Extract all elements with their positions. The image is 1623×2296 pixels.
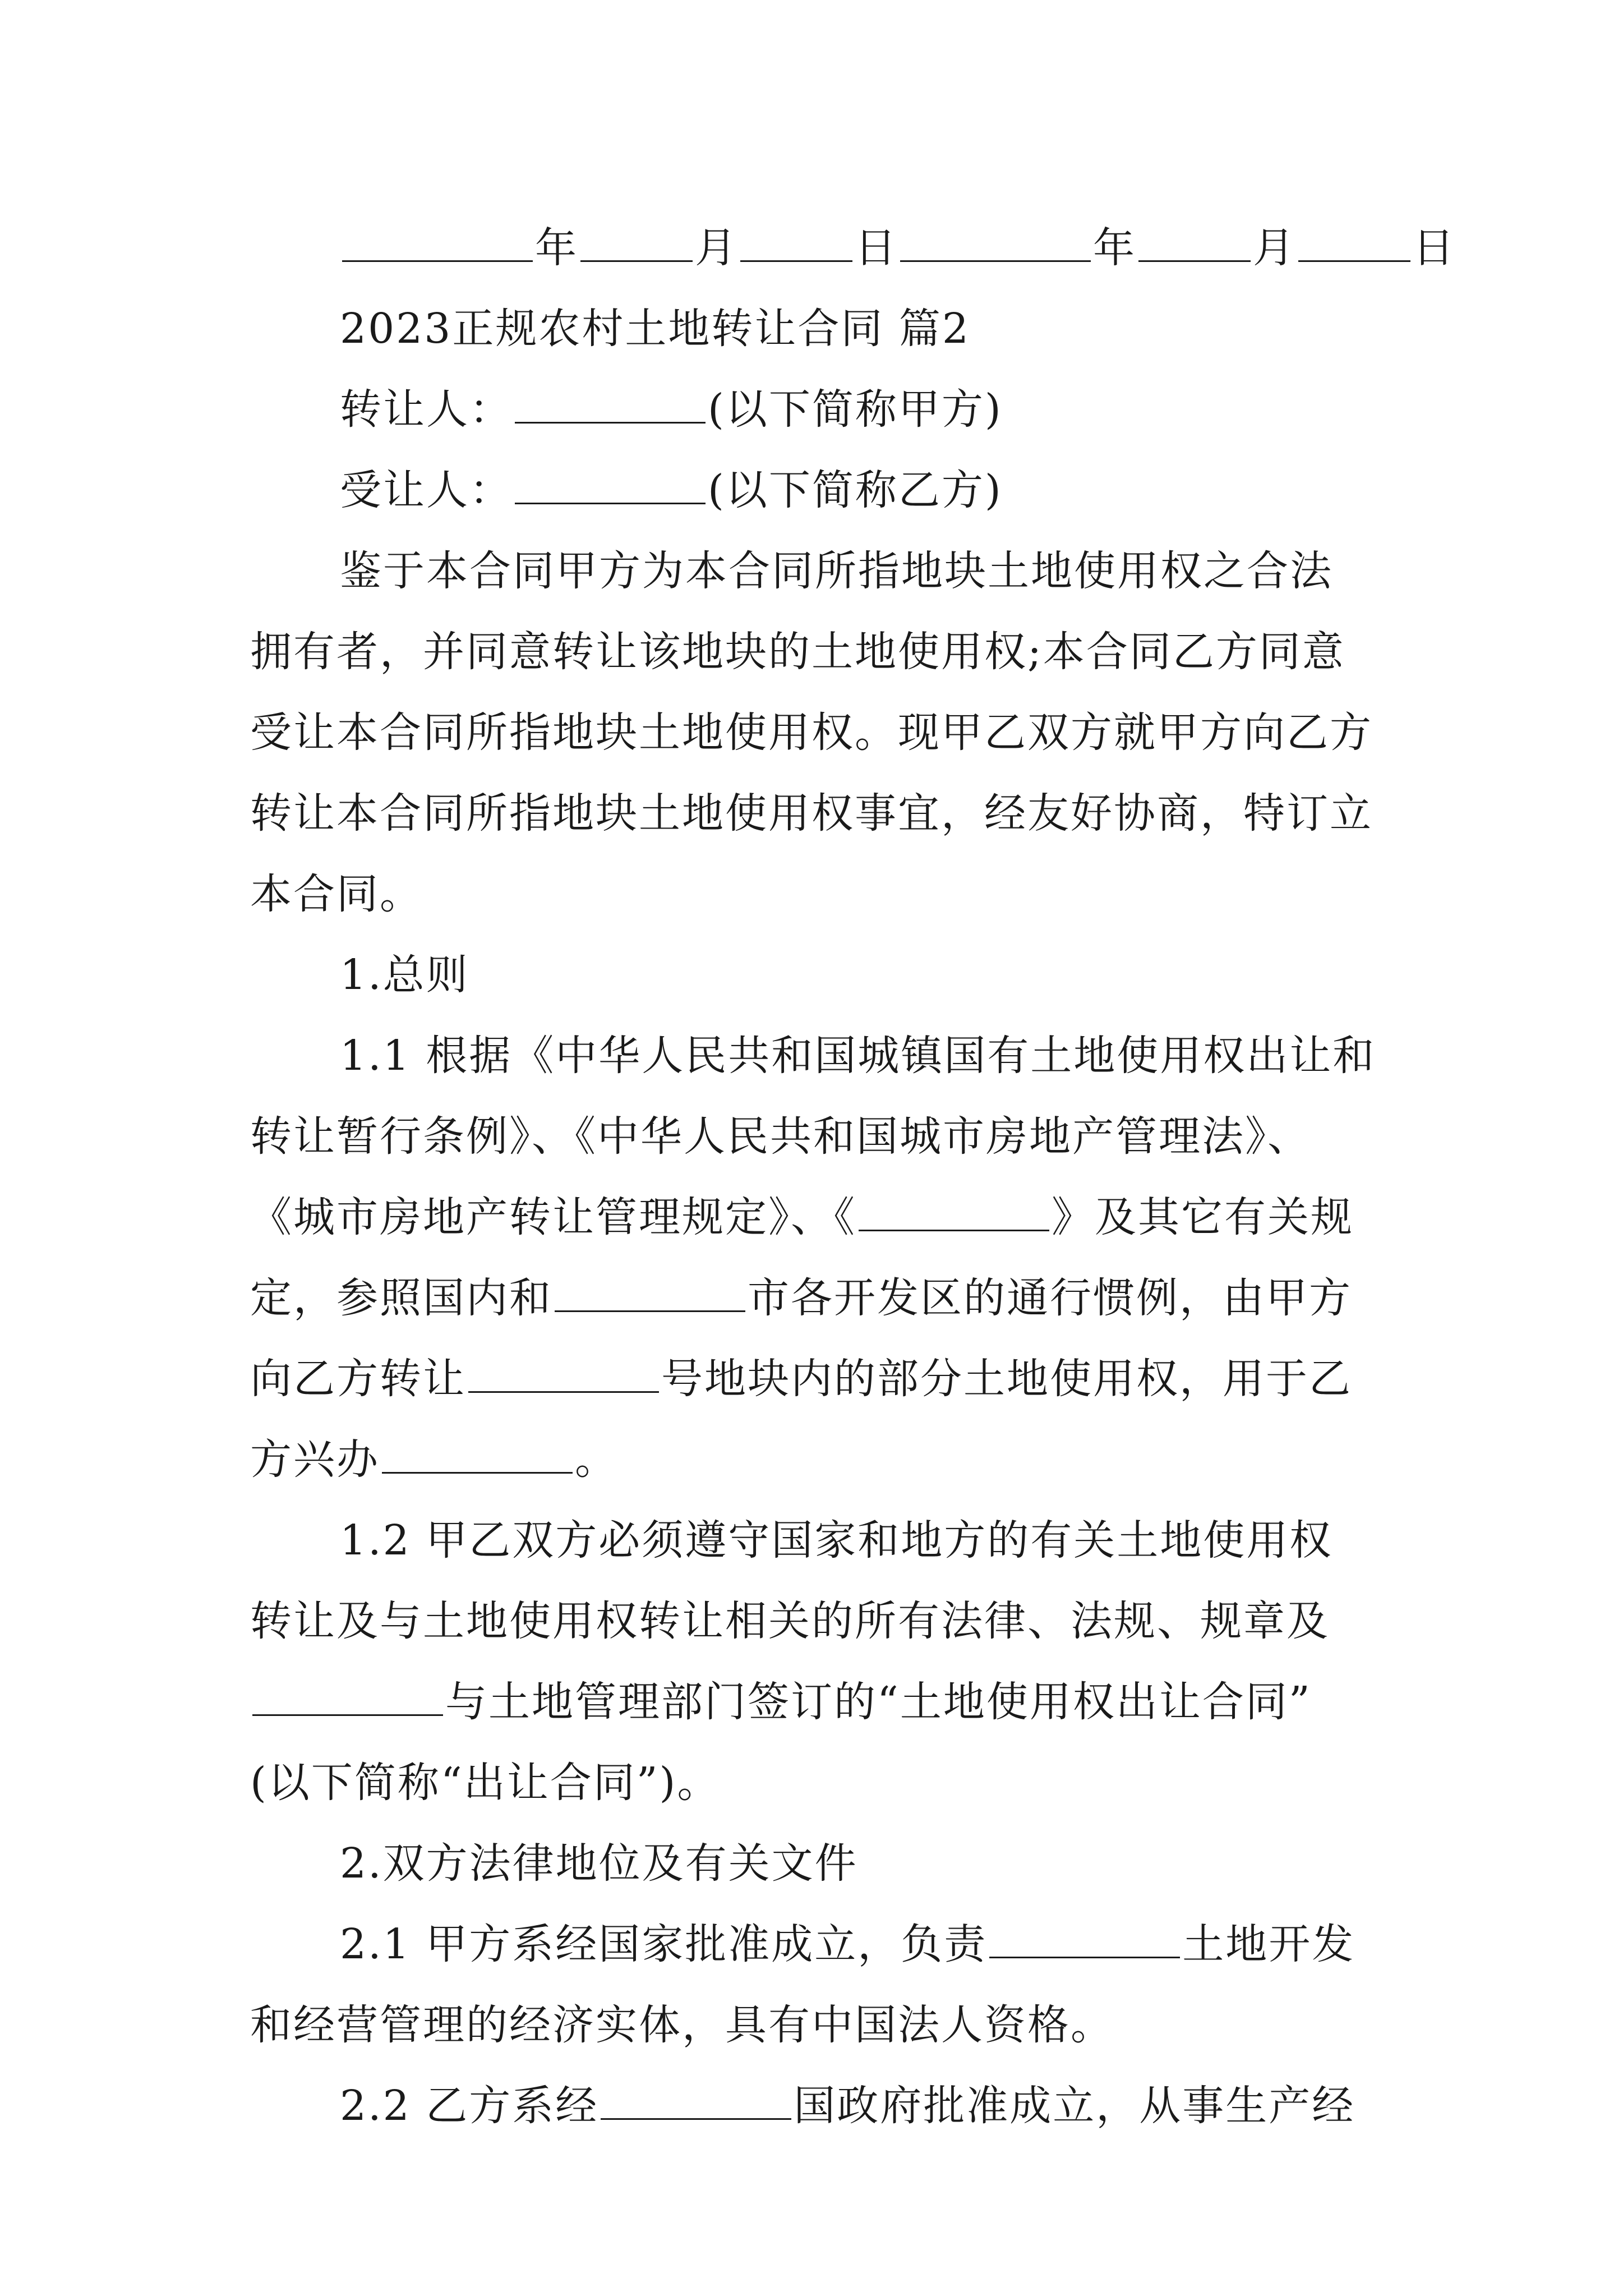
paragraph-line: 鉴于本合同甲方为本合同所指地块土地使用权之合法	[340, 547, 1333, 595]
text-segment: 国政府批准成立，从事生产经	[794, 2082, 1355, 2130]
blank-field[interactable]	[468, 1356, 659, 1393]
transferor-line	[250, 369, 1394, 450]
blank-field[interactable]	[601, 2083, 791, 2120]
date-text: 年	[535, 224, 578, 272]
date-text: 年	[1093, 224, 1136, 272]
paragraph-line: 1.2 甲乙双方必须遵守国家和地方的有关土地使用权	[340, 1516, 1333, 1565]
blank-field[interactable]	[1138, 226, 1251, 262]
text-segment: 》及其它有关规	[1052, 1193, 1354, 1241]
paragraph-line: (以下简称“出让合同”)。	[250, 1759, 721, 1807]
text-segment: 《城市房地产转让管理规定》、《	[250, 1193, 856, 1241]
text-segment: 。	[575, 1435, 618, 1484]
document-page	[250, 208, 1456, 2146]
blank-field[interactable]	[989, 1922, 1180, 1958]
section-title: 2.双方法律地位及有关文件	[340, 1839, 858, 1888]
blank-field[interactable]	[515, 387, 706, 424]
paragraph-line	[250, 1662, 1394, 1742]
blank-field[interactable]	[342, 226, 533, 262]
paragraph-line	[250, 1904, 1394, 1985]
text-segment: 方兴办	[250, 1435, 380, 1484]
text-segment: 土地开发	[1182, 1920, 1355, 1968]
date-text: 月	[695, 224, 738, 272]
transferor-suffix: (以下简称甲方)	[708, 385, 1003, 434]
transferee-suffix: (以下简称乙方)	[708, 466, 1003, 514]
blank-field[interactable]	[382, 1437, 573, 1474]
blank-field[interactable]	[252, 1680, 443, 1716]
paragraph-line: 拥有者，并同意转让该地块的土地使用权;本合同乙方同意	[250, 628, 1345, 676]
paragraph-line	[250, 2065, 1394, 2146]
paragraph-line: 1.1 根据《中华人民共和国城镇国有土地使用权出让和	[340, 1032, 1376, 1080]
date-text: 月	[1253, 224, 1296, 272]
paragraph-line	[250, 1258, 1394, 1338]
text-segment: 定，参照国内和	[250, 1274, 552, 1322]
document-heading: 2023正规农村土地转让合同 篇2	[340, 305, 970, 353]
date-text: 日	[855, 224, 898, 272]
section-title: 1.总则	[340, 951, 469, 999]
text-segment: 向乙方转让	[250, 1355, 466, 1403]
signature-date-line	[250, 208, 1456, 288]
text-segment: 号地块内的部分土地使用权，用于乙	[661, 1355, 1352, 1403]
paragraph-line: 转让及与土地使用权转让相关的所有法律、法规、规章及	[250, 1597, 1330, 1645]
paragraph-line	[250, 1419, 1394, 1500]
transferee-line	[250, 450, 1394, 531]
text-segment: 市各开发区的通行惯例，由甲方	[748, 1274, 1352, 1322]
paragraph-line: 受让本合同所指地块土地使用权。现甲乙双方就甲方向乙方	[250, 708, 1373, 757]
blank-field[interactable]	[859, 1195, 1049, 1231]
blank-field[interactable]	[555, 1276, 745, 1312]
transferor-label: 转让人：	[340, 385, 513, 434]
text-segment: 与土地管理部门签订的“土地使用权出让合同”	[445, 1678, 1312, 1726]
blank-field[interactable]	[1298, 226, 1410, 262]
paragraph-line: 和经营管理的经济实体，具有中国法人资格。	[250, 2001, 1114, 2049]
date-text: 日	[1413, 224, 1456, 272]
blank-field[interactable]	[580, 226, 693, 262]
paragraph-line	[250, 1338, 1394, 1419]
blank-field[interactable]	[900, 226, 1091, 262]
transferee-label: 受让人：	[340, 466, 513, 514]
paragraph-line: 本合同。	[250, 870, 423, 918]
blank-field[interactable]	[515, 468, 706, 504]
text-segment: 2.1 甲方系经国家批准成立，负责	[340, 1920, 988, 1968]
blank-field[interactable]	[740, 226, 852, 262]
paragraph-line: 转让本合同所指地块土地使用权事宜，经友好协商，特订立	[250, 789, 1373, 838]
text-segment: 2.2 乙方系经	[340, 2082, 599, 2130]
paragraph-line: 转让暂行条例》、《中华人民共和国城市房地产管理法》、	[250, 1112, 1311, 1161]
paragraph-line	[250, 1177, 1394, 1258]
